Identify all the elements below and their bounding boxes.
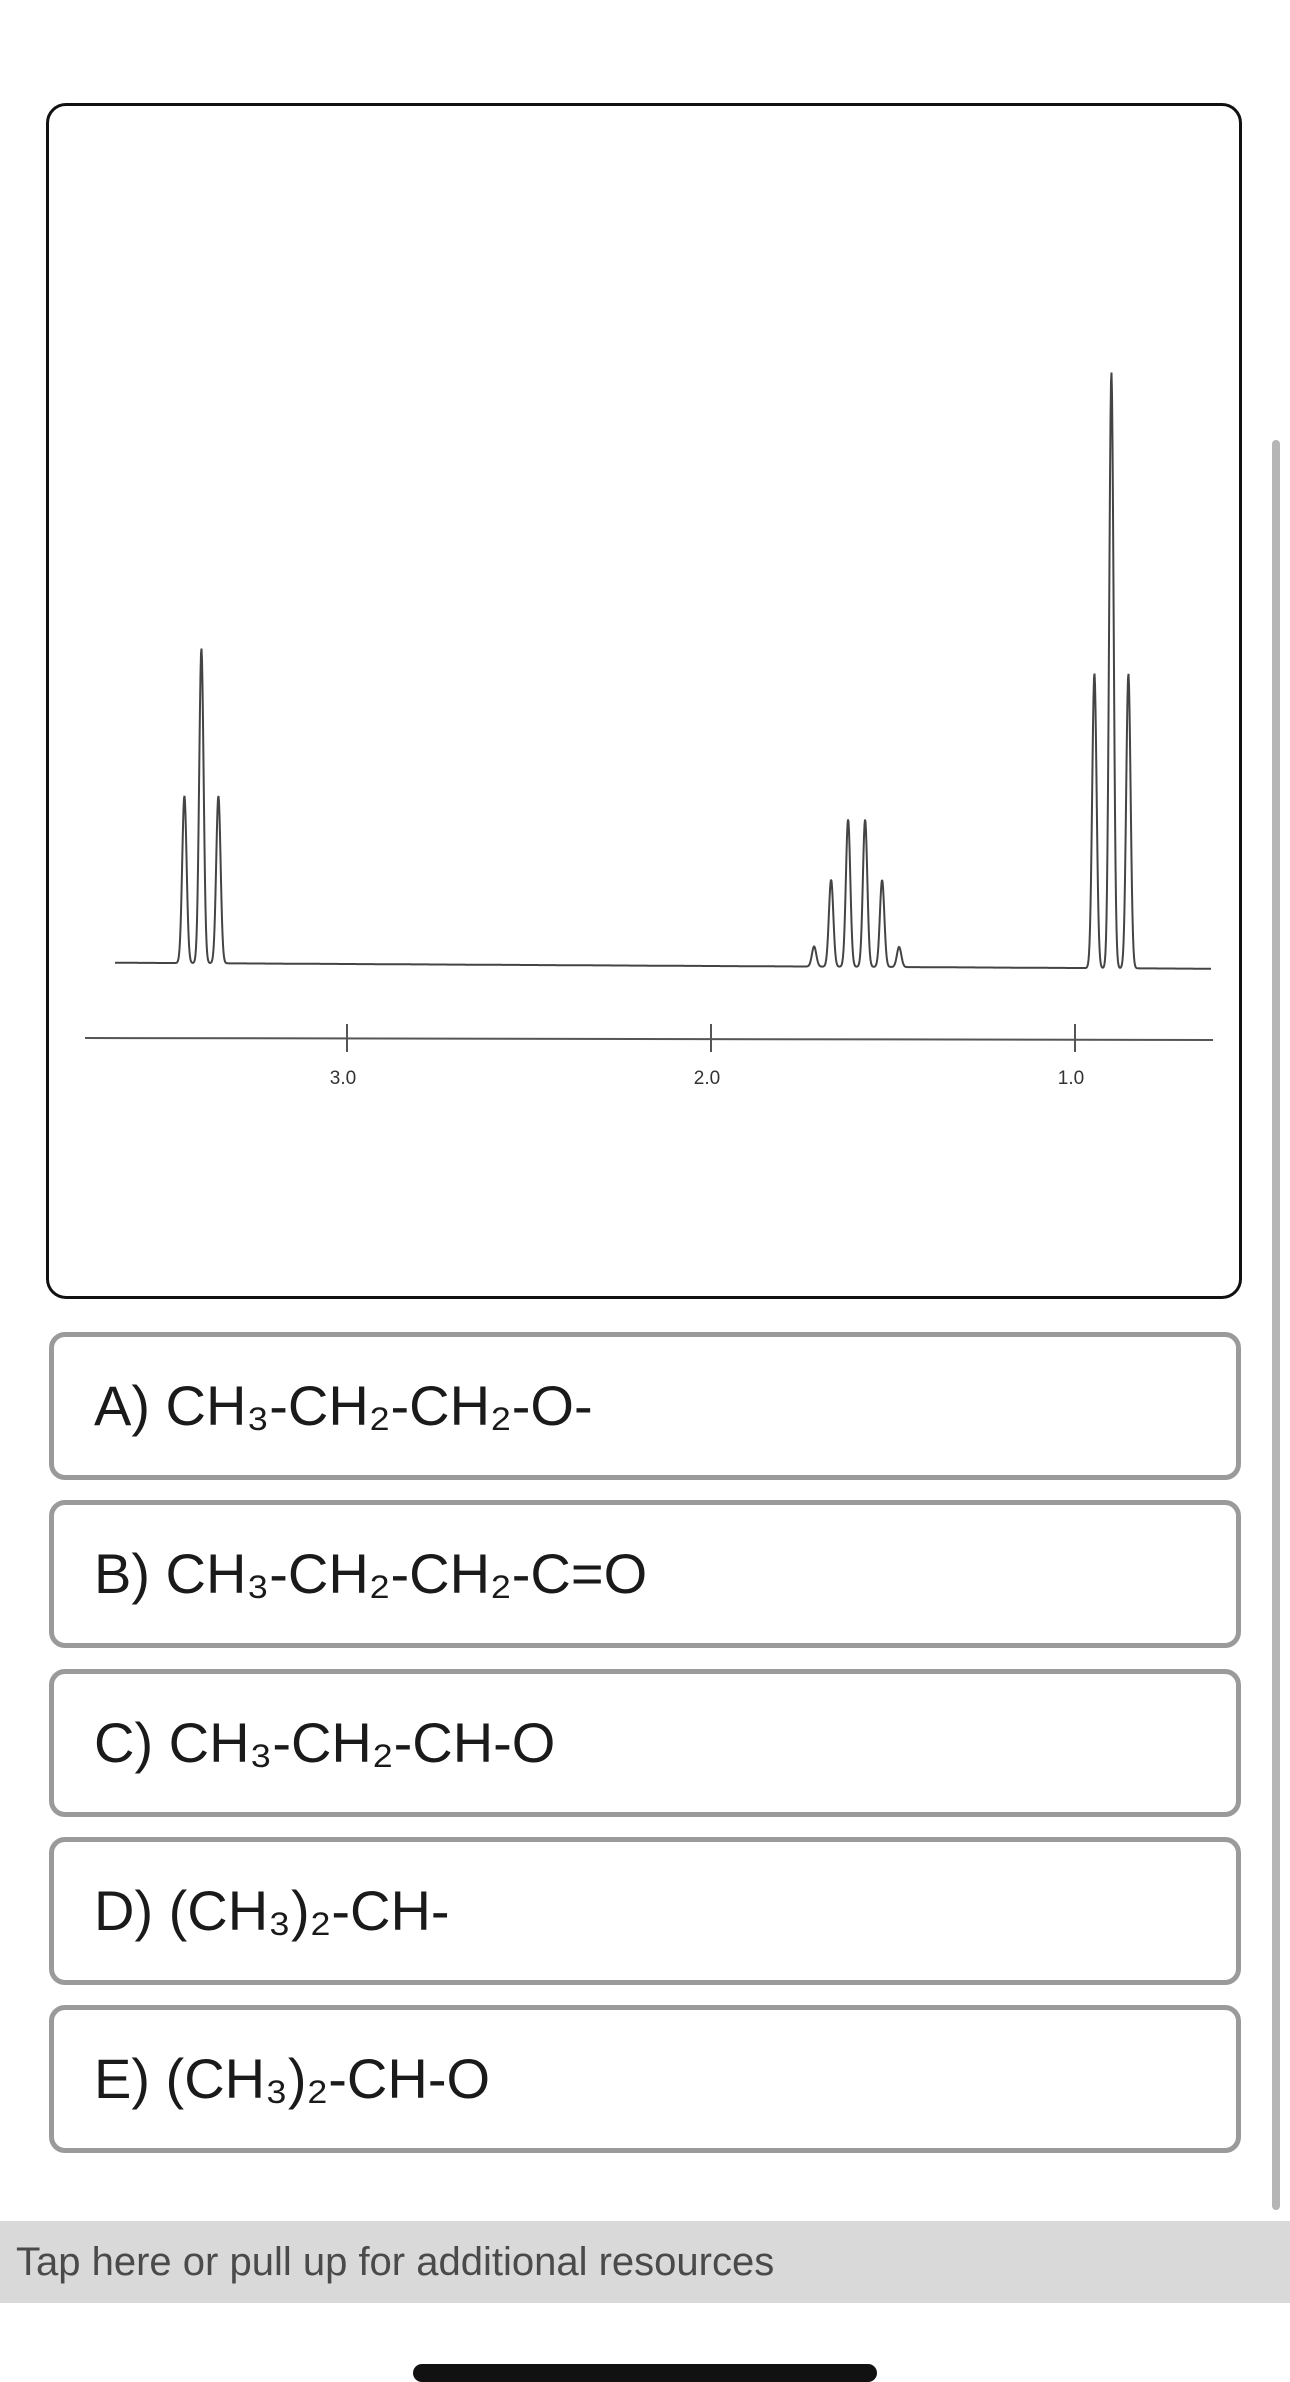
ppm-axis-ticks	[330, 1024, 1084, 1089]
answer-choice-c[interactable]	[49, 1669, 1241, 1817]
additional-resources-bar[interactable]	[0, 2221, 1290, 2303]
answer-choice-label: A) CH₃-CH₂-CH₂-O-	[94, 1374, 593, 1437]
home-indicator[interactable]	[413, 2364, 877, 2382]
nmr-spectrum-card	[46, 103, 1242, 1299]
answer-choice-label: C) CH₃-CH₂-CH-O	[94, 1711, 556, 1774]
answer-choice-label: E) (CH₃)₂-CH-O	[94, 2047, 491, 2110]
answer-choice-label: D) (CH₃)₂-CH-	[94, 1879, 450, 1942]
ppm-tick-label: 3.0	[329, 1068, 357, 1089]
ppm-tick-label: 1.0	[1057, 1068, 1085, 1089]
spectrum-trace	[115, 373, 1211, 969]
scrollbar[interactable]	[1272, 440, 1280, 2210]
additional-resources-label: Tap here or pull up for additional resources	[16, 2240, 775, 2284]
ppm-axis-line	[85, 1038, 1213, 1040]
answer-choice-label: B) CH₃-CH₂-CH₂-C=O	[94, 1542, 648, 1605]
answer-choice-b[interactable]	[49, 1500, 1241, 1648]
answer-choice-d[interactable]	[49, 1837, 1241, 1985]
nmr-spectrum-plot	[49, 106, 1239, 1296]
answer-choice-e[interactable]	[49, 2005, 1241, 2153]
ppm-tick-label: 2.0	[693, 1068, 721, 1089]
answer-choice-a[interactable]	[49, 1332, 1241, 1480]
